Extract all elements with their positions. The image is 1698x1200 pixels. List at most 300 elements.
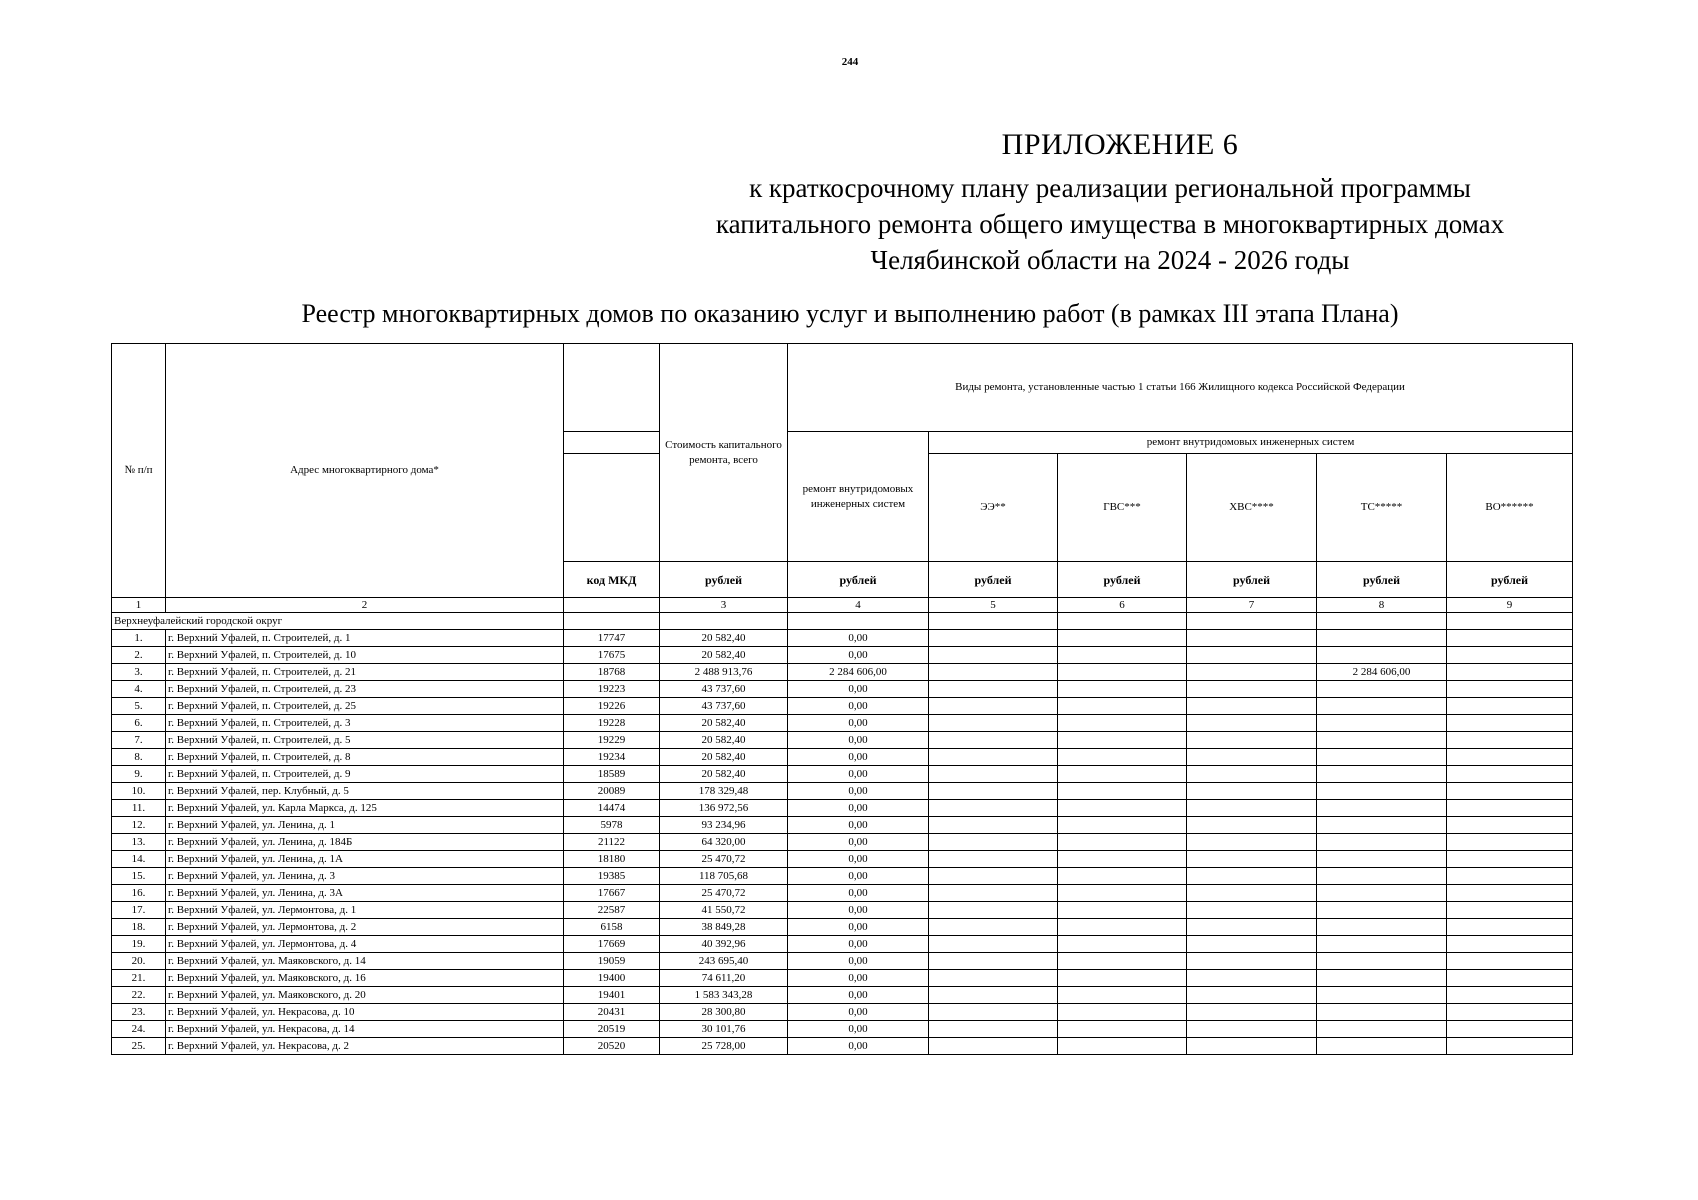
row-vo (1447, 1004, 1573, 1021)
row-gvs (1058, 681, 1187, 698)
row-code: 18180 (564, 851, 660, 868)
row-hvs (1187, 800, 1317, 817)
row-ts (1317, 783, 1447, 800)
row-vo (1447, 732, 1573, 749)
row-ts (1317, 902, 1447, 919)
row-vo (1447, 834, 1573, 851)
row-engineering-cost: 0,00 (788, 715, 929, 732)
row-code: 17669 (564, 936, 660, 953)
header-hvs: ХВС**** (1187, 454, 1317, 562)
row-code: 18768 (564, 664, 660, 681)
row-ee (929, 783, 1058, 800)
row-ee (929, 885, 1058, 902)
row-number: 13. (112, 834, 166, 851)
row-hvs (1187, 664, 1317, 681)
table-row (112, 851, 1573, 868)
row-address: г. Верхний Уфалей, п. Строителей, д. 10 (166, 647, 564, 664)
row-code: 5978 (564, 817, 660, 834)
row-number: 7. (112, 732, 166, 749)
row-engineering-cost: 0,00 (788, 698, 929, 715)
row-address: г. Верхний Уфалей, ул. Лермонтова, д. 1 (166, 902, 564, 919)
row-code: 6158 (564, 919, 660, 936)
header-ee: ЭЭ** (929, 454, 1058, 562)
header-code-blank (564, 454, 660, 562)
unit-gvs: рублей (1058, 562, 1187, 598)
row-number: 11. (112, 800, 166, 817)
row-ee (929, 902, 1058, 919)
row-number: 22. (112, 987, 166, 1004)
row-ee (929, 698, 1058, 715)
column-number (564, 598, 660, 613)
row-address: г. Верхний Уфалей, п. Строителей, д. 9 (166, 766, 564, 783)
row-code: 18589 (564, 766, 660, 783)
row-ts (1317, 919, 1447, 936)
unit-ts: рублей (1317, 562, 1447, 598)
column-number: 5 (929, 598, 1058, 613)
header-code-top (564, 344, 660, 432)
table-row (112, 1038, 1573, 1055)
row-total-cost: 25 728,00 (660, 1038, 788, 1055)
row-address: г. Верхний Уфалей, ул. Ленина, д. 1А (166, 851, 564, 868)
row-hvs (1187, 647, 1317, 664)
row-code: 19059 (564, 953, 660, 970)
row-number: 2. (112, 647, 166, 664)
row-engineering-cost: 0,00 (788, 851, 929, 868)
row-total-cost: 41 550,72 (660, 902, 788, 919)
row-code: 21122 (564, 834, 660, 851)
row-hvs (1187, 868, 1317, 885)
row-ts (1317, 647, 1447, 664)
row-engineering-cost: 0,00 (788, 919, 929, 936)
row-ts: 2 284 606,00 (1317, 664, 1447, 681)
row-ee (929, 851, 1058, 868)
header-engineering-group: ремонт внутридомовых инженерных систем (929, 432, 1573, 454)
row-code: 14474 (564, 800, 660, 817)
row-ee (929, 1038, 1058, 1055)
table-row (112, 715, 1573, 732)
row-code: 17675 (564, 647, 660, 664)
row-gvs (1058, 834, 1187, 851)
table-row (112, 698, 1573, 715)
row-hvs (1187, 936, 1317, 953)
row-number: 6. (112, 715, 166, 732)
row-hvs (1187, 766, 1317, 783)
row-engineering-cost: 0,00 (788, 681, 929, 698)
column-number: 7 (1187, 598, 1317, 613)
row-code: 17747 (564, 630, 660, 647)
row-engineering-cost: 0,00 (788, 766, 929, 783)
row-ee (929, 732, 1058, 749)
row-code: 19223 (564, 681, 660, 698)
row-hvs (1187, 885, 1317, 902)
row-total-cost: 243 695,40 (660, 953, 788, 970)
table-row (112, 783, 1573, 800)
row-engineering-cost: 2 284 606,00 (788, 664, 929, 681)
empty-cell (564, 613, 660, 630)
unit-cost: рублей (660, 562, 788, 598)
row-ts (1317, 834, 1447, 851)
row-code: 19228 (564, 715, 660, 732)
empty-cell (1058, 613, 1187, 630)
row-hvs (1187, 1021, 1317, 1038)
row-hvs (1187, 834, 1317, 851)
row-number: 12. (112, 817, 166, 834)
table-row (112, 749, 1573, 766)
row-ts (1317, 630, 1447, 647)
row-vo (1447, 630, 1573, 647)
row-gvs (1058, 800, 1187, 817)
row-address: г. Верхний Уфалей, ул. Маяковского, д. 14 (166, 953, 564, 970)
page-number: 244 (841, 56, 859, 68)
row-address: г. Верхний Уфалей, ул. Некрасова, д. 2 (166, 1038, 564, 1055)
row-total-cost: 118 705,68 (660, 868, 788, 885)
column-number: 6 (1058, 598, 1187, 613)
header-code: код МКД (564, 562, 660, 598)
row-address: г. Верхний Уфалей, ул. Ленина, д. 184Б (166, 834, 564, 851)
row-gvs (1058, 783, 1187, 800)
row-vo (1447, 851, 1573, 868)
row-ee (929, 953, 1058, 970)
row-hvs (1187, 817, 1317, 834)
row-gvs (1058, 817, 1187, 834)
row-number: 17. (112, 902, 166, 919)
row-total-cost: 20 582,40 (660, 715, 788, 732)
row-address: г. Верхний Уфалей, ул. Ленина, д. 3 (166, 868, 564, 885)
row-total-cost: 30 101,76 (660, 1021, 788, 1038)
registry-table (111, 343, 1573, 1055)
row-gvs (1058, 1021, 1187, 1038)
row-ee (929, 987, 1058, 1004)
row-vo (1447, 647, 1573, 664)
row-ts (1317, 800, 1447, 817)
row-engineering-cost: 0,00 (788, 630, 929, 647)
row-total-cost: 136 972,56 (660, 800, 788, 817)
row-address: г. Верхний Уфалей, п. Строителей, д. 23 (166, 681, 564, 698)
row-total-cost: 178 329,48 (660, 783, 788, 800)
row-gvs (1058, 851, 1187, 868)
row-total-cost: 20 582,40 (660, 732, 788, 749)
row-hvs (1187, 851, 1317, 868)
row-ee (929, 936, 1058, 953)
row-vo (1447, 664, 1573, 681)
row-address: г. Верхний Уфалей, п. Строителей, д. 8 (166, 749, 564, 766)
column-number-row (112, 598, 1573, 613)
row-ee (929, 664, 1058, 681)
row-hvs (1187, 715, 1317, 732)
row-gvs (1058, 953, 1187, 970)
row-ts (1317, 749, 1447, 766)
row-ee (929, 630, 1058, 647)
row-gvs (1058, 936, 1187, 953)
row-address: г. Верхний Уфалей, ул. Некрасова, д. 10 (166, 1004, 564, 1021)
row-ts (1317, 1021, 1447, 1038)
row-ts (1317, 868, 1447, 885)
registry-table-body (112, 344, 1573, 1055)
row-ee (929, 834, 1058, 851)
row-total-cost: 74 611,20 (660, 970, 788, 987)
row-ee (929, 919, 1058, 936)
unit-engineering: рублей (788, 562, 929, 598)
header-engineering-total: ремонт внутридомовых инженерных систем (788, 432, 929, 562)
row-code: 19385 (564, 868, 660, 885)
row-address: г. Верхний Уфалей, ул. Ленина, д. 1 (166, 817, 564, 834)
row-ee (929, 1004, 1058, 1021)
row-code: 19226 (564, 698, 660, 715)
row-hvs (1187, 919, 1317, 936)
row-code: 19229 (564, 732, 660, 749)
row-ts (1317, 885, 1447, 902)
row-total-cost: 1 583 343,28 (660, 987, 788, 1004)
header-vo: ВО****** (1447, 454, 1573, 562)
row-hvs (1187, 987, 1317, 1004)
row-ts (1317, 987, 1447, 1004)
row-total-cost: 40 392,96 (660, 936, 788, 953)
row-vo (1447, 1021, 1573, 1038)
row-code: 20520 (564, 1038, 660, 1055)
table-row (112, 919, 1573, 936)
table-row (112, 953, 1573, 970)
row-vo (1447, 783, 1573, 800)
row-number: 4. (112, 681, 166, 698)
row-total-cost: 2 488 913,76 (660, 664, 788, 681)
row-ts (1317, 851, 1447, 868)
row-vo (1447, 766, 1573, 783)
row-vo (1447, 987, 1573, 1004)
row-total-cost: 25 470,72 (660, 851, 788, 868)
row-code: 20089 (564, 783, 660, 800)
column-number: 3 (660, 598, 788, 613)
row-number: 23. (112, 1004, 166, 1021)
row-total-cost: 43 737,60 (660, 698, 788, 715)
appendix-title: ПРИЛОЖЕНИЕ 6 (1001, 128, 1239, 161)
table-row (112, 732, 1573, 749)
unit-vo: рублей (1447, 562, 1573, 598)
row-ts (1317, 953, 1447, 970)
row-address: г. Верхний Уфалей, ул. Карла Маркса, д. 125 (166, 800, 564, 817)
row-ts (1317, 681, 1447, 698)
row-number: 19. (112, 936, 166, 953)
column-number: 1 (112, 598, 166, 613)
unit-hvs: рублей (1187, 562, 1317, 598)
header-num: № п/п (112, 344, 166, 598)
row-vo (1447, 953, 1573, 970)
row-address: г. Верхний Уфалей, п. Строителей, д. 21 (166, 664, 564, 681)
appendix-subtitle-line-3: Челябинской области на 2024 - 2026 годы (870, 245, 1350, 275)
row-ts (1317, 970, 1447, 987)
table-row (112, 885, 1573, 902)
row-code: 19234 (564, 749, 660, 766)
row-number: 24. (112, 1021, 166, 1038)
row-ts (1317, 1038, 1447, 1055)
row-hvs (1187, 902, 1317, 919)
row-engineering-cost: 0,00 (788, 1021, 929, 1038)
row-gvs (1058, 970, 1187, 987)
row-engineering-cost: 0,00 (788, 817, 929, 834)
row-total-cost: 64 320,00 (660, 834, 788, 851)
header-gvs: ГВС*** (1058, 454, 1187, 562)
row-vo (1447, 936, 1573, 953)
row-vo (1447, 919, 1573, 936)
row-total-cost: 20 582,40 (660, 749, 788, 766)
row-gvs (1058, 885, 1187, 902)
row-gvs (1058, 1038, 1187, 1055)
row-gvs (1058, 919, 1187, 936)
row-gvs (1058, 664, 1187, 681)
row-address: г. Верхний Уфалей, п. Строителей, д. 3 (166, 715, 564, 732)
row-number: 3. (112, 664, 166, 681)
row-total-cost: 43 737,60 (660, 681, 788, 698)
row-gvs (1058, 647, 1187, 664)
row-engineering-cost: 0,00 (788, 902, 929, 919)
row-ee (929, 715, 1058, 732)
row-gvs (1058, 749, 1187, 766)
row-code: 17667 (564, 885, 660, 902)
header-ts: ТС***** (1317, 454, 1447, 562)
row-number: 21. (112, 970, 166, 987)
row-number: 10. (112, 783, 166, 800)
row-engineering-cost: 0,00 (788, 783, 929, 800)
empty-cell (929, 613, 1058, 630)
row-number: 9. (112, 766, 166, 783)
header-address: Адрес многоквартирного дома* (166, 344, 564, 598)
row-vo (1447, 1038, 1573, 1055)
row-vo (1447, 902, 1573, 919)
row-total-cost: 28 300,80 (660, 1004, 788, 1021)
row-engineering-cost: 0,00 (788, 732, 929, 749)
row-hvs (1187, 698, 1317, 715)
table-row (112, 868, 1573, 885)
row-code: 19401 (564, 987, 660, 1004)
row-number: 16. (112, 885, 166, 902)
table-row (112, 834, 1573, 851)
row-engineering-cost: 0,00 (788, 970, 929, 987)
row-engineering-cost: 0,00 (788, 885, 929, 902)
table-row (112, 1004, 1573, 1021)
row-hvs (1187, 630, 1317, 647)
row-ts (1317, 936, 1447, 953)
row-ts (1317, 698, 1447, 715)
row-ee (929, 749, 1058, 766)
row-number: 1. (112, 630, 166, 647)
row-engineering-cost: 0,00 (788, 647, 929, 664)
row-engineering-cost: 0,00 (788, 1038, 929, 1055)
row-hvs (1187, 732, 1317, 749)
row-address: г. Верхний Уфалей, п. Строителей, д. 1 (166, 630, 564, 647)
table-row (112, 664, 1573, 681)
row-engineering-cost: 0,00 (788, 749, 929, 766)
row-total-cost: 20 582,40 (660, 647, 788, 664)
row-code: 22587 (564, 902, 660, 919)
appendix-subtitle-line-2: капитального ремонта общего имущества в многоквартирных домах (715, 209, 1505, 239)
empty-cell (788, 613, 929, 630)
table-row (112, 800, 1573, 817)
column-number: 4 (788, 598, 929, 613)
appendix-subtitle-line-1: к краткосрочному плану реализации региональной программы (749, 173, 1471, 203)
row-total-cost: 25 470,72 (660, 885, 788, 902)
row-address: г. Верхний Уфалей, пер. Клубный, д. 5 (166, 783, 564, 800)
table-row (112, 630, 1573, 647)
row-gvs (1058, 732, 1187, 749)
row-ee (929, 1021, 1058, 1038)
row-vo (1447, 970, 1573, 987)
row-hvs (1187, 953, 1317, 970)
header-repair-types: Виды ремонта, установленные частью 1 статьи 166 Жилищного кодекса Российской Федерации (788, 344, 1573, 432)
empty-cell (660, 613, 788, 630)
table-row (112, 936, 1573, 953)
row-gvs (1058, 766, 1187, 783)
row-hvs (1187, 749, 1317, 766)
row-engineering-cost: 0,00 (788, 1004, 929, 1021)
row-code: 19400 (564, 970, 660, 987)
row-vo (1447, 817, 1573, 834)
row-gvs (1058, 987, 1187, 1004)
header-cost: Стоимость капитального ремонта, всего (660, 344, 788, 562)
row-address: г. Верхний Уфалей, ул. Некрасова, д. 14 (166, 1021, 564, 1038)
row-address: г. Верхний Уфалей, ул. Маяковского, д. 16 (166, 970, 564, 987)
row-ee (929, 800, 1058, 817)
row-gvs (1058, 698, 1187, 715)
column-number: 9 (1447, 598, 1573, 613)
row-ts (1317, 817, 1447, 834)
row-code: 20519 (564, 1021, 660, 1038)
row-number: 18. (112, 919, 166, 936)
row-hvs (1187, 783, 1317, 800)
table-row (112, 647, 1573, 664)
row-ee (929, 817, 1058, 834)
row-hvs (1187, 681, 1317, 698)
row-gvs (1058, 868, 1187, 885)
row-engineering-cost: 0,00 (788, 868, 929, 885)
row-ee (929, 868, 1058, 885)
row-ts (1317, 715, 1447, 732)
row-total-cost: 38 849,28 (660, 919, 788, 936)
empty-cell (1317, 613, 1447, 630)
empty-cell (1447, 613, 1573, 630)
row-address: г. Верхний Уфалей, п. Строителей, д. 25 (166, 698, 564, 715)
row-vo (1447, 681, 1573, 698)
row-ts (1317, 732, 1447, 749)
row-engineering-cost: 0,00 (788, 800, 929, 817)
row-gvs (1058, 1004, 1187, 1021)
row-address: г. Верхний Уфалей, ул. Маяковского, д. 20 (166, 987, 564, 1004)
region-row (112, 613, 1573, 630)
header-code-mid (564, 432, 660, 454)
row-number: 20. (112, 953, 166, 970)
row-engineering-cost: 0,00 (788, 953, 929, 970)
row-gvs (1058, 715, 1187, 732)
row-ts (1317, 766, 1447, 783)
column-number: 2 (166, 598, 564, 613)
row-ts (1317, 1004, 1447, 1021)
unit-ee: рублей (929, 562, 1058, 598)
row-address: г. Верхний Уфалей, ул. Лермонтова, д. 4 (166, 936, 564, 953)
empty-cell (1187, 613, 1317, 630)
row-number: 5. (112, 698, 166, 715)
column-number: 8 (1317, 598, 1447, 613)
row-ee (929, 647, 1058, 664)
table-row (112, 766, 1573, 783)
row-engineering-cost: 0,00 (788, 834, 929, 851)
row-hvs (1187, 1038, 1317, 1055)
row-number: 25. (112, 1038, 166, 1055)
row-engineering-cost: 0,00 (788, 987, 929, 1004)
row-address: г. Верхний Уфалей, ул. Лермонтова, д. 2 (166, 919, 564, 936)
table-row (112, 681, 1573, 698)
row-gvs (1058, 630, 1187, 647)
row-vo (1447, 698, 1573, 715)
region-name: Верхнеуфалейский городской округ (112, 613, 564, 630)
row-total-cost: 20 582,40 (660, 766, 788, 783)
